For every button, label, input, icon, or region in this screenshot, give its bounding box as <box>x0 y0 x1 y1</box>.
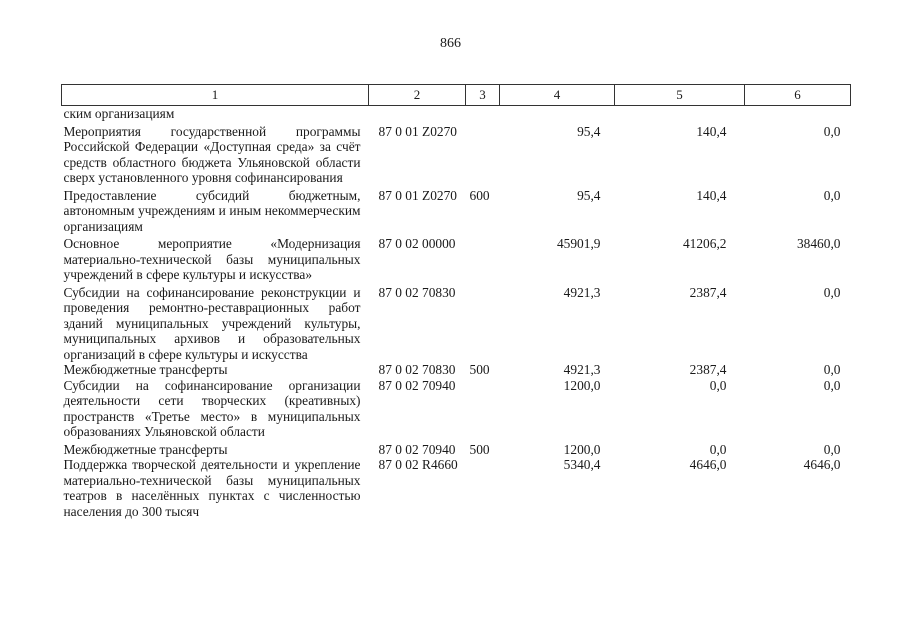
row-value-4: 4921,3 <box>563 284 601 300</box>
row-expense-type <box>466 234 500 283</box>
row-expense-type <box>466 106 500 122</box>
row-name: Основное мероприятие «Модернизация материально-технической базы муниципальных учреждений в сфере культуры и искусства» <box>63 236 361 282</box>
row-expense-type: 600 <box>469 187 490 203</box>
row-code: 87 0 02 70940 <box>378 377 456 393</box>
row-expense-type: 500 <box>469 362 490 377</box>
row-value-5 <box>615 106 745 122</box>
row-name: Межбюджетные трансферты <box>63 362 228 377</box>
column-header-4: 4 <box>500 85 615 106</box>
row-value-6: 0,0 <box>823 284 841 300</box>
column-header-5: 5 <box>615 85 745 106</box>
row-name: Межбюджетные трансферты <box>63 441 228 457</box>
row-value-4 <box>500 106 615 122</box>
row-code <box>369 106 466 122</box>
table-row <box>62 106 851 122</box>
table-row <box>62 457 851 519</box>
row-value-6: 0,0 <box>823 441 841 457</box>
table-row <box>62 122 851 186</box>
table-row <box>62 283 851 363</box>
row-code: 87 0 02 00000 <box>378 236 456 251</box>
row-code: 87 0 02 70830 <box>378 284 456 300</box>
row-code: 87 0 01 Z0270 <box>378 187 457 203</box>
row-value-4: 1200,0 <box>563 441 601 457</box>
row-expense-type <box>466 378 500 440</box>
row-value-6 <box>745 106 851 122</box>
row-value-6: 0,0 <box>823 187 841 203</box>
row-name: Поддержка творческой деятельности и укрепление материально-технической базы муниципальных театров в населённых пунктах с численностью населения до 300 тысяч <box>63 457 361 519</box>
row-value-5: 0,0 <box>709 441 727 457</box>
row-value-4: 95,4 <box>577 123 601 139</box>
table-row <box>62 234 851 283</box>
table-row <box>62 440 851 458</box>
row-value-5: 41206,2 <box>682 236 727 251</box>
row-name: ским организациям <box>63 106 175 121</box>
row-value-6: 4646,0 <box>803 457 841 472</box>
row-expense-type: 500 <box>469 441 490 457</box>
header-row <box>62 85 851 106</box>
column-header-2: 2 <box>369 85 466 106</box>
row-value-4: 4921,3 <box>563 362 601 377</box>
row-code: 87 0 02 70940 <box>378 441 456 457</box>
budget-table <box>61 84 851 519</box>
row-value-6: 0,0 <box>823 362 841 377</box>
row-expense-type <box>466 283 500 363</box>
row-value-5: 2387,4 <box>689 362 727 377</box>
row-value-5: 140,4 <box>696 123 727 139</box>
row-value-5: 2387,4 <box>689 284 727 300</box>
row-value-4: 5340,4 <box>563 457 601 472</box>
row-value-5: 0,0 <box>709 377 727 393</box>
table-row <box>62 378 851 440</box>
row-value-5: 4646,0 <box>689 457 727 472</box>
row-code: 87 0 02 R4660 <box>378 457 458 472</box>
row-name: Мероприятия государственной программы Российской Федерации «Доступная среда» за счёт средств областного бюджета Ульяновской области сверх установленного уровня софинансирования <box>63 123 361 185</box>
row-value-5: 140,4 <box>696 187 727 203</box>
column-header-6: 6 <box>745 85 851 106</box>
row-name: Субсидии на софинансирование реконструкции и проведения ремонтно-реставрационных работ зданий муниципальных учреждений культуры, муниципальных архивов и образовательных организаций в сфере культуры и искусства <box>63 284 361 362</box>
row-value-4: 1200,0 <box>563 377 601 393</box>
row-expense-type <box>466 122 500 186</box>
row-value-6: 38460,0 <box>796 236 841 251</box>
row-code: 87 0 02 70830 <box>378 362 456 377</box>
row-value-4: 95,4 <box>577 187 601 203</box>
column-header-1: 1 <box>62 85 369 106</box>
page-number: 866 <box>440 36 461 51</box>
column-header-3: 3 <box>466 85 500 106</box>
table-row <box>62 186 851 235</box>
row-name: Предоставление субсидий бюджетным, автономным учреждениям и иным некоммерческим организациям <box>63 187 361 234</box>
row-name: Субсидии на софинансирование организации деятельности сети творческих (креативных) пространств «Третье место» в муниципальных образованиях Ульяновской области <box>63 377 361 439</box>
row-expense-type <box>466 457 500 519</box>
row-value-6: 0,0 <box>823 377 841 393</box>
table-row <box>62 362 851 378</box>
row-code: 87 0 01 Z0270 <box>378 123 457 139</box>
row-value-6: 0,0 <box>823 123 841 139</box>
row-value-4: 45901,9 <box>556 236 601 251</box>
